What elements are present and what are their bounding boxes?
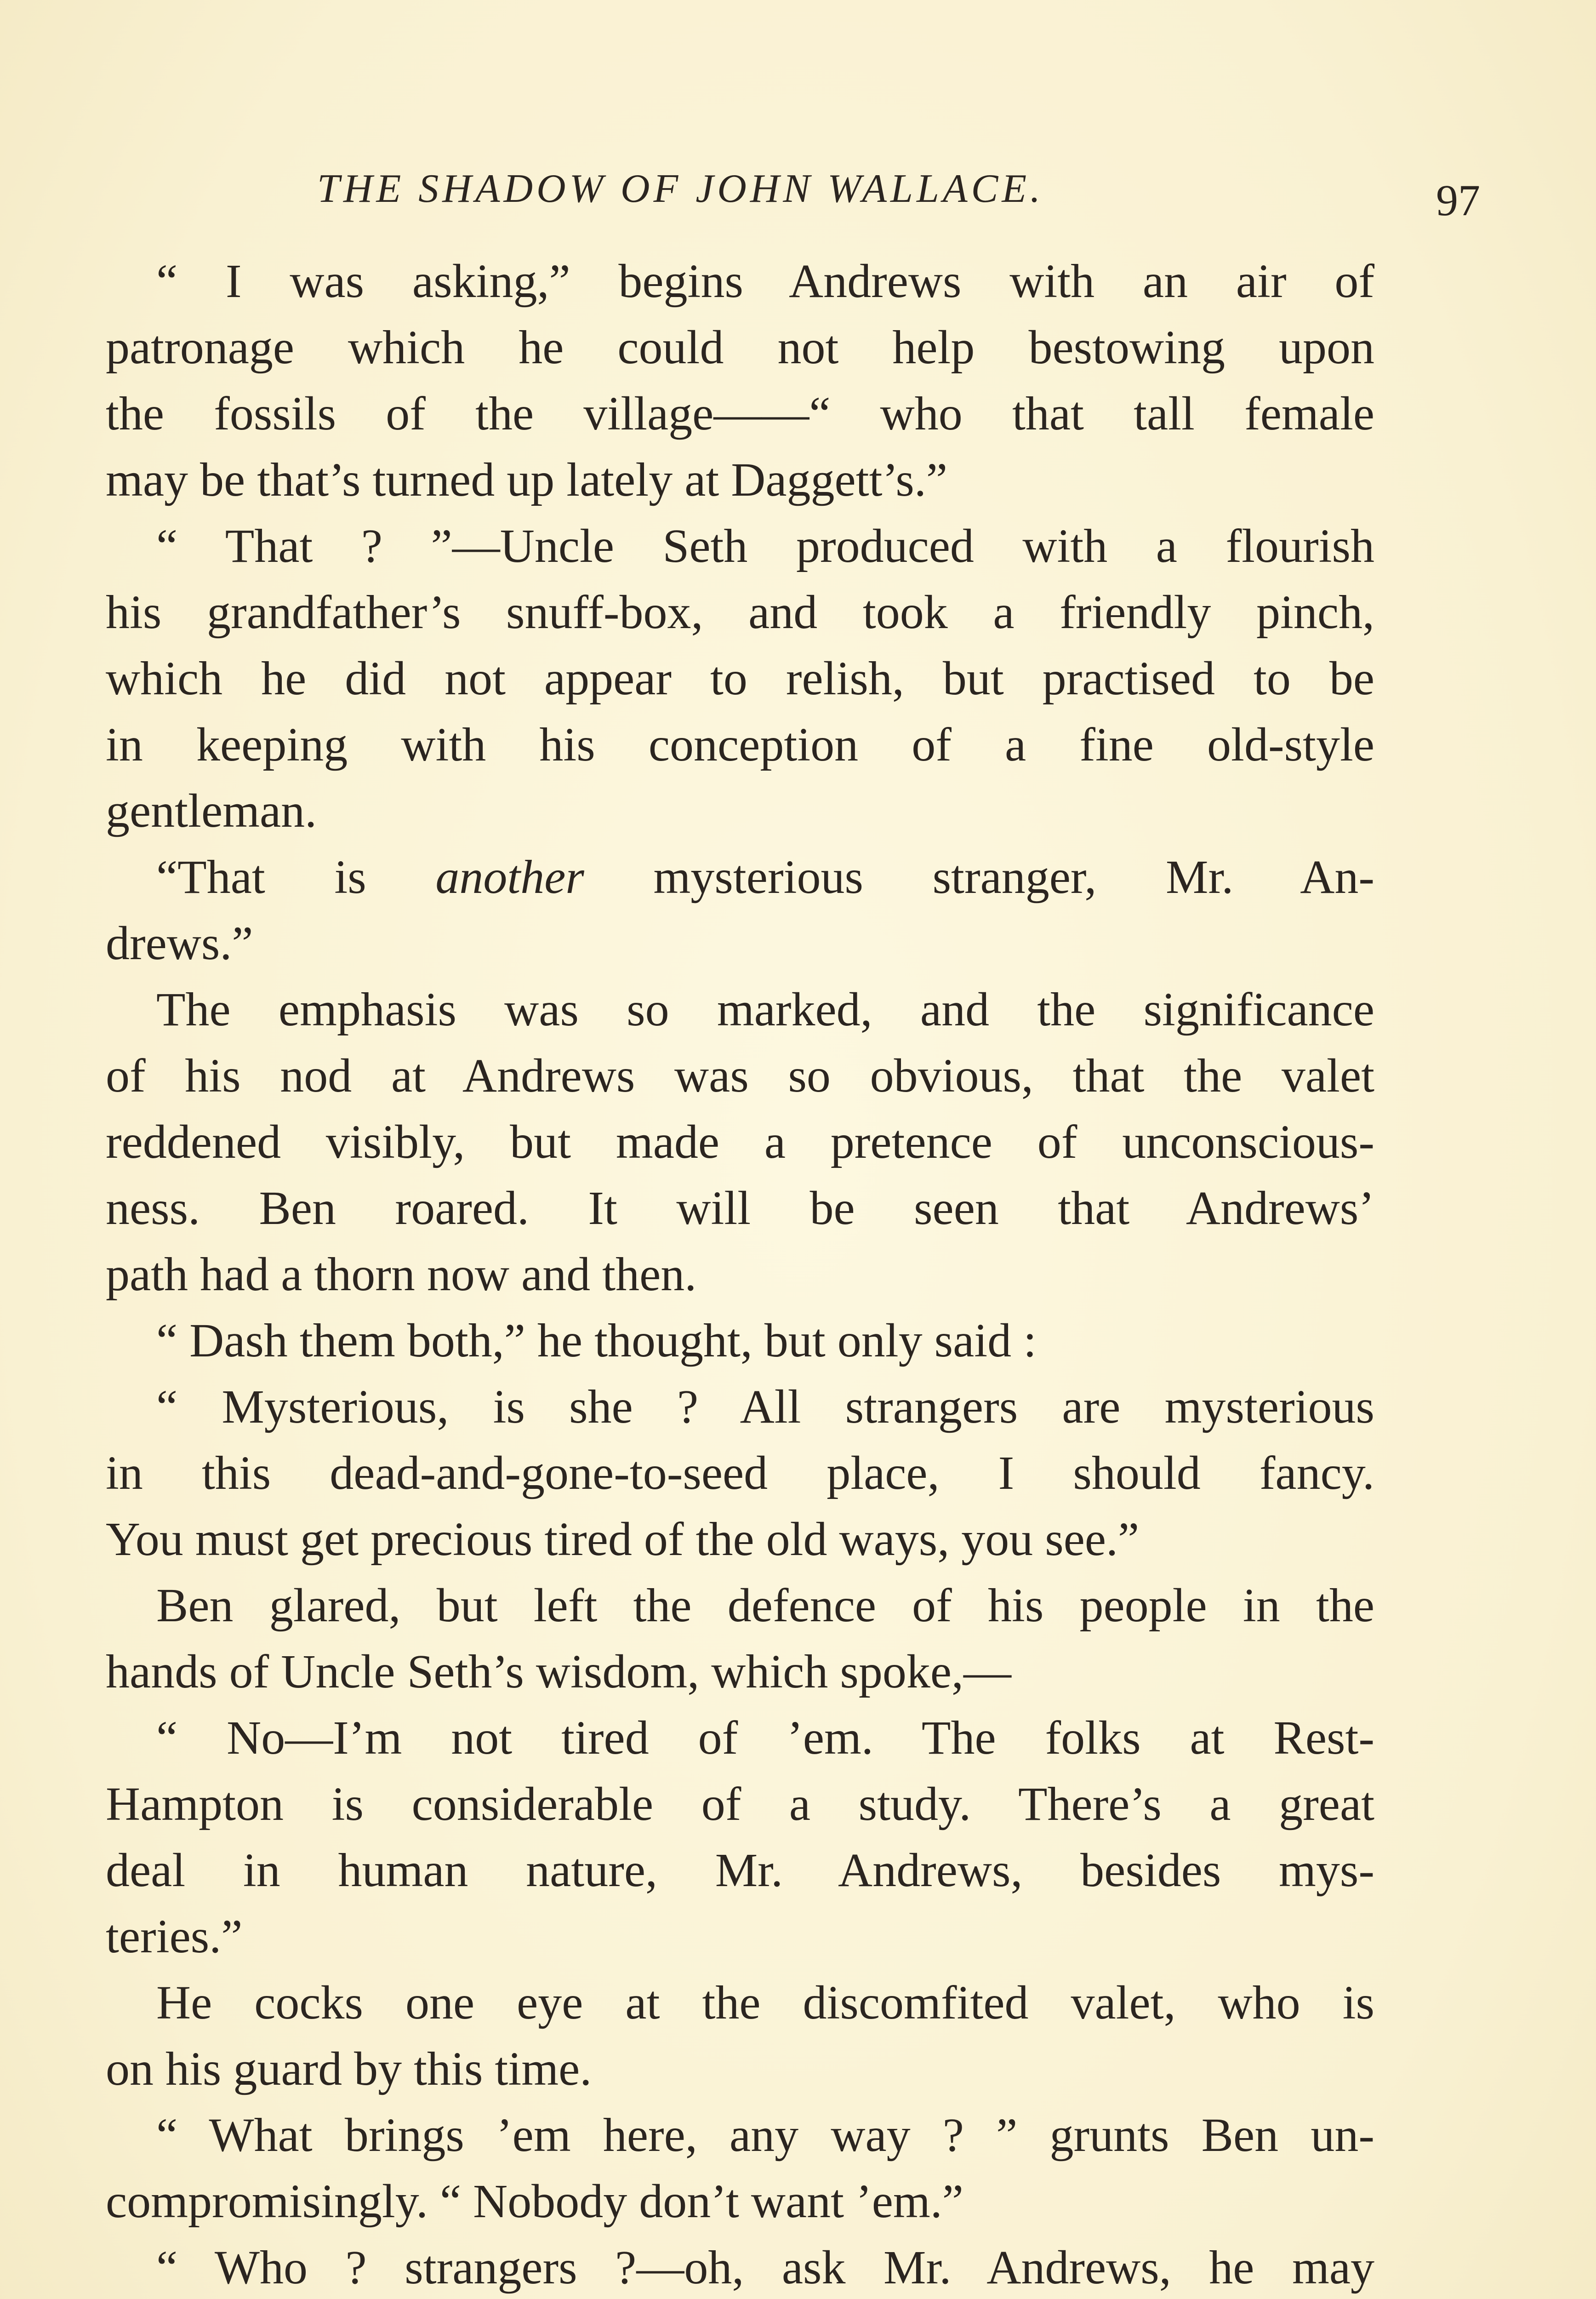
text-line — [106, 1573, 1374, 1639]
text-line — [106, 1837, 1374, 1904]
line-segment: “ Mysterious, is she ? All strangers are mysterious — [156, 1380, 1374, 1433]
line-segment: “ Who ? strangers ?—oh, ask Mr. Andrews, he may — [156, 2241, 1374, 2294]
line-segment: in keeping with his conception of a fine old-style — [106, 718, 1374, 771]
text-line — [106, 1440, 1374, 1506]
line-segment: “ What brings ’em here, any way ? ” grunts Ben un- — [156, 2109, 1374, 2162]
text-line — [106, 2235, 1374, 2299]
line-segment: deal in human nature, Mr. Andrews, besides mys- — [106, 1844, 1374, 1897]
running-title: THE SHADOW OF JOHN WALLACE. — [317, 166, 1044, 211]
line-segment: the fossils of the village——“ who that tall female — [106, 387, 1374, 440]
line-segment: compromisingly. “ Nobody don’t want ’em.” — [106, 2175, 963, 2228]
text-line — [106, 646, 1374, 712]
text-line — [106, 844, 1374, 910]
text-line — [106, 315, 1374, 381]
line-segment: his grandfather’s snuff-box, and took a friendly pinch, — [106, 586, 1374, 639]
text-line — [106, 910, 1374, 977]
text-line — [106, 2102, 1374, 2168]
text-line — [106, 1175, 1374, 1241]
text-line — [106, 579, 1374, 646]
text-line — [106, 1705, 1374, 1771]
text-line — [106, 513, 1374, 579]
text-line — [106, 1506, 1374, 1573]
emphasis-text: another — [435, 851, 584, 904]
text-line — [106, 1374, 1374, 1440]
line-segment: “ That ? ”—Uncle Seth produced with a flourish — [156, 520, 1374, 572]
line-segment: mysterious stranger, Mr. An- — [584, 851, 1375, 904]
text-line — [106, 1043, 1374, 1109]
body-text — [106, 248, 1374, 2299]
line-segment: in this dead-and-gone-to-seed place, I should fancy. — [106, 1447, 1374, 1499]
text-line — [106, 1109, 1374, 1175]
line-segment: The emphasis was so marked, and the significance — [156, 983, 1374, 1036]
line-segment: He cocks one eye at the discomfited valet, who is — [156, 1976, 1374, 2029]
line-segment: “That is — [156, 851, 436, 904]
line-segment: hands of Uncle Seth’s wisdom, which spoke,— — [106, 1645, 1012, 1698]
text-line — [106, 1308, 1374, 1374]
text-line — [106, 447, 1374, 513]
text-line — [106, 1771, 1374, 1837]
line-segment: Hampton is considerable of a study. There’s a great — [106, 1778, 1374, 1830]
line-segment: patronage which he could not help bestowing upon — [106, 321, 1374, 374]
line-segment: “ Dash them both,” he thought, but only said : — [156, 1314, 1037, 1367]
page-number: 97 — [1436, 176, 1480, 225]
line-segment: reddened visibly, but made a pretence of unconscious- — [106, 1115, 1374, 1168]
line-segment: “ I was asking,” begins Andrews with an air of — [156, 255, 1374, 308]
line-segment: may be that’s turned up lately at Daggett’s.” — [106, 453, 948, 506]
text-line — [106, 712, 1374, 778]
text-line — [106, 2168, 1374, 2235]
line-segment: ness. Ben roared. It will be seen that Andrews’ — [106, 1182, 1374, 1235]
text-line — [106, 1904, 1374, 1970]
text-line — [106, 977, 1374, 1043]
line-segment: teries.” — [106, 1910, 243, 1963]
running-head — [106, 156, 1485, 225]
line-segment: drews.” — [106, 917, 253, 970]
text-line — [106, 381, 1374, 447]
line-segment: path had a thorn now and then. — [106, 1248, 697, 1301]
line-segment: Ben glared, but left the defence of his people in the — [156, 1579, 1374, 1632]
text-line — [106, 2036, 1374, 2102]
line-segment: which he did not appear to relish, but practised to be — [106, 652, 1374, 705]
line-segment: You must get precious tired of the old ways, you see.” — [106, 1513, 1140, 1566]
text-line — [106, 1639, 1374, 1705]
text-line — [106, 248, 1374, 315]
text-line — [106, 1241, 1374, 1308]
line-segment: on his guard by this time. — [106, 2042, 592, 2095]
text-line — [106, 1970, 1374, 2036]
line-segment: of his nod at Andrews was so obvious, that the valet — [106, 1049, 1374, 1102]
line-segment: gentleman. — [106, 784, 317, 837]
line-segment: “ No—I’m not tired of ’em. The folks at Rest- — [156, 1711, 1374, 1764]
text-line — [106, 778, 1374, 844]
